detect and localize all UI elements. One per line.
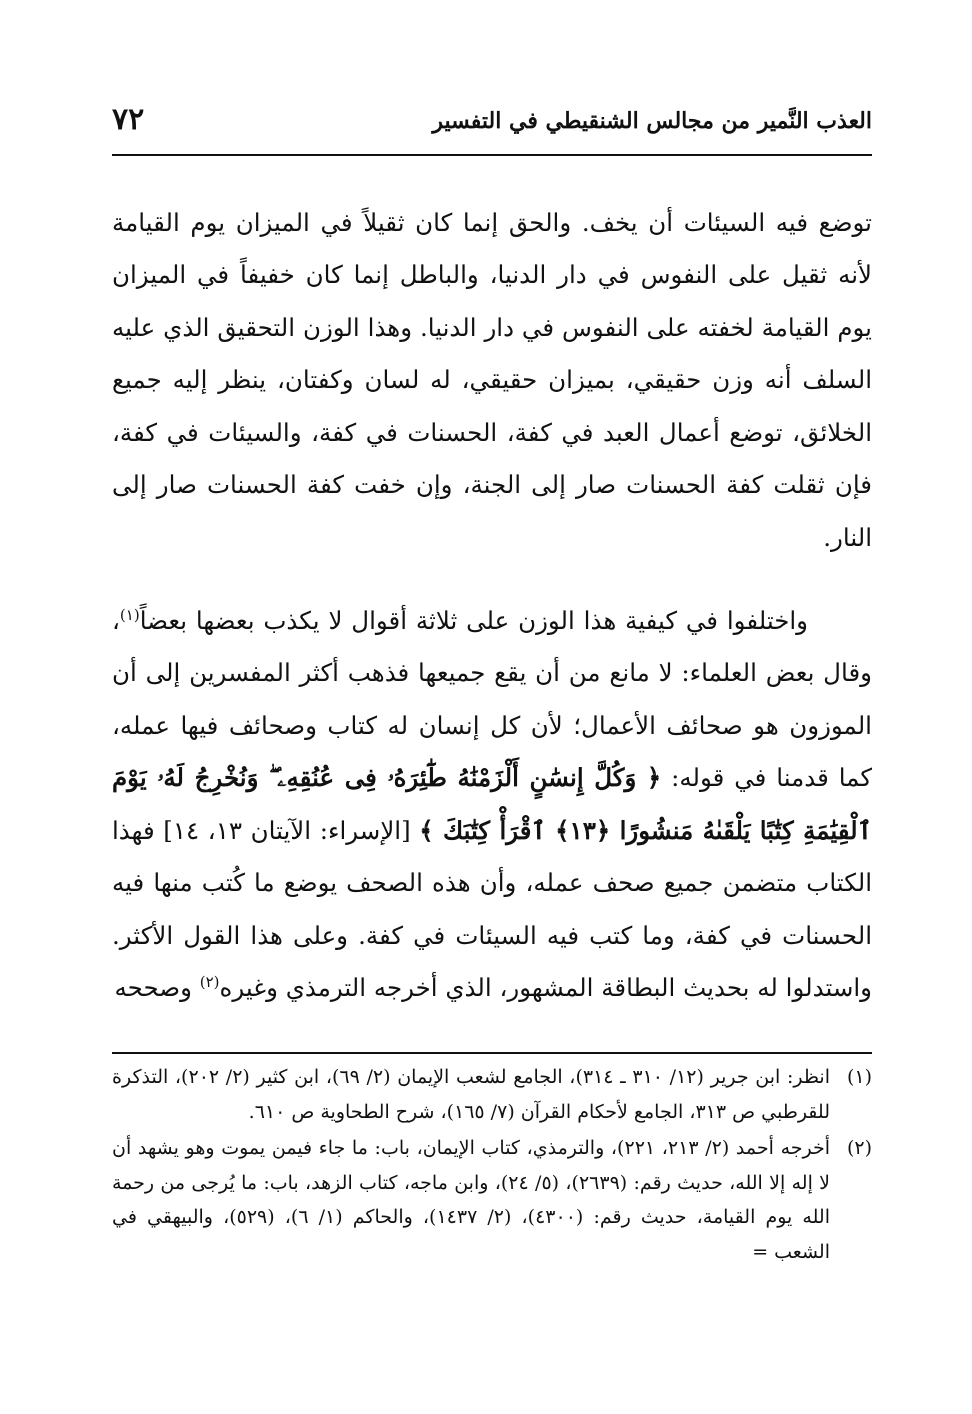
book-title: العذب النَّمير من مجالس الشنقيطي في التفسير xyxy=(432,108,872,134)
paragraph-2-part-2: ، وقال بعض العلماء: لا مانع من أن يقع جميعها فذهب أكثر المفسرين إلى أن الموزون هو صحائف الأعمال؛ لأن كل إنسان له كتاب وصحائف فيها عمله، كما قدمنا في قوله: xyxy=(112,605,872,792)
footnote-number: (١) xyxy=(846,1066,872,1088)
paragraph-1 xyxy=(112,197,872,565)
footnote-text: انظر: ابن جرير (١٢/ ٣١٠ ـ ٣١٤)، الجامع لشعب الإيمان (٢/ ٦٩)، ابن كثير (٢/ ٢٠٢)، التذكرة للقرطبي ص ٣١٣، الجامع لأحكام القرآن (٧/ ١٦٥)، شرح الطحاوية ص ٦١٠. xyxy=(112,1066,830,1123)
header-divider xyxy=(112,154,872,156)
page-number: ٧٢ xyxy=(112,102,145,137)
paragraph-1-text: توضع فيه السيئات أن يخف. والحق إنما كان ثقيلاً في الميزان يوم القيامة لأنه ثقيل على النفوس في دار الدنيا، والباطل إنما كان خفيفاً في الميزان يوم القيامة لخفته على النفوس في دار الدنيا. وهذا الوزن التحقيق الذي عليه السلف أنه وزن حقيقي، بميزان حقيقي، له لسان وكفتان، ينظر إليه جميع الخلائق، توضع أعمال العبد في كفة، الحسنات في كفة، والسيئات في كفة، فإن ثقلت كفة الحسنات صار إلى الجنة، وإن خفت كفة الحسنات صار إلى النار. xyxy=(112,207,872,552)
footnote-number: (٢) xyxy=(846,1137,872,1159)
paragraph-2-part-4: وصححه xyxy=(114,973,200,1002)
footnote-ref-2[interactable]: (٢) xyxy=(199,972,220,991)
footnote-divider xyxy=(112,1052,872,1054)
running-header xyxy=(112,100,872,148)
footnote-2 xyxy=(112,1131,872,1269)
paragraph-2-part-1: واختلفوا في كيفية هذا الوزن على ثلاثة أقوال لا يكذب بعضها بعضاً xyxy=(139,605,808,635)
footnote-text: أخرجه أحمد (٢/ ٢١٣، ٢٢١)، والترمذي، كتاب الإيمان، باب: ما جاء فيمن يموت وهو يشهد أن لا إله إلا الله، حديث رقم: (٢٦٣٩)، (٥/ ٢٤)، وابن ماجه، كتاب الزهد، باب: ما يُرجى من رحمة الله يوم القيامة، حديث رقم: (٤٣٠٠)، (٢/ ١٤٣٧)، والحاكم (١/ ٦)، (٥٢٩)، والبيهقي في الشعب = xyxy=(112,1137,831,1263)
footnote-ref-1[interactable]: (١) xyxy=(119,605,140,624)
paragraph-2 xyxy=(112,595,872,1015)
paragraph-2-part-3: [الإسراء: الآيتان ١٣، ١٤] فهذا الكتاب متضمن جميع صحف عمله، وأن هذه الصحف يوضع ما كُتب منها فيه الحسنات في كفة، وما كتب فيه السيئات في كفة. وعلى هذا القول الأكثر. واستدلوا له بحديث البطاقة المشهور، الذي أخرجه الترمذي وغيره xyxy=(112,815,872,1002)
footnotes xyxy=(112,1060,872,1271)
footnote-1 xyxy=(112,1060,872,1129)
quran-verse: ﴿ وَكُلَّ إِنسَٰنٍ أَلْزَمْنَٰهُ طَٰٓئِرَهُۥ فِى عُنُقِهِۦ ۖ وَنُخْرِجُ لَهُۥ يَوْمَ ٱلْقِيَٰمَةِ كِتَٰبًا يَلْقَىٰهُ مَنشُورًا ﴿١٣﴾ ٱقْرَأْ كِتَٰبَكَ ﴾ xyxy=(112,763,872,845)
